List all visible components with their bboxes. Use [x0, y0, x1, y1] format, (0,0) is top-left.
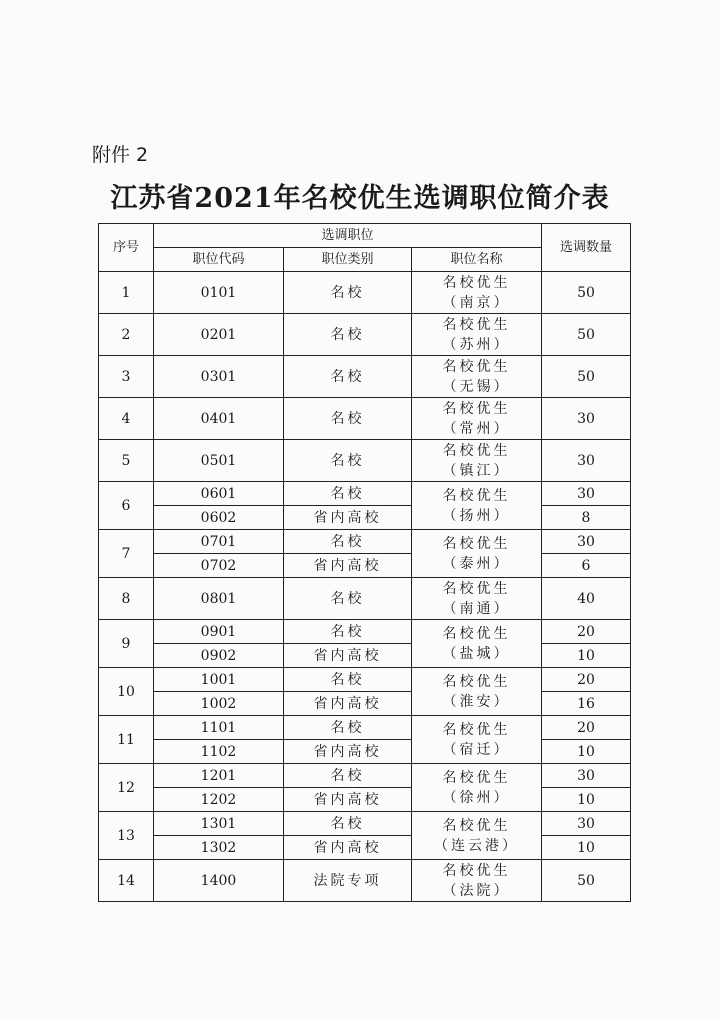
name-line-1: 名校优生	[442, 862, 511, 879]
name-line-2: （泰州）	[442, 555, 511, 572]
table-row	[99, 740, 631, 764]
name-cell	[412, 578, 542, 620]
code-cell: 1202	[154, 788, 284, 812]
table-row	[99, 860, 631, 902]
table-row	[99, 482, 631, 506]
code-cell: 0702	[154, 554, 284, 578]
category-cell: 法院专项	[284, 860, 412, 902]
quota-cell: 6	[542, 554, 631, 578]
name-line-2: （扬州）	[442, 507, 511, 524]
table-row	[99, 692, 631, 716]
code-cell: 1001	[154, 668, 284, 692]
header-quota: 选调数量	[542, 224, 631, 272]
category-cell: 名校	[284, 812, 412, 836]
table-row	[99, 578, 631, 620]
name-line-2: （法院）	[442, 882, 511, 899]
serial-cell: 10	[99, 668, 154, 716]
category-cell: 名校	[284, 668, 412, 692]
code-cell: 0602	[154, 506, 284, 530]
name-line-2: （宿迁）	[442, 741, 511, 758]
table-row	[99, 314, 631, 356]
table-row	[99, 836, 631, 860]
name-line-2: （无锡）	[442, 378, 511, 395]
serial-cell: 5	[99, 440, 154, 482]
category-cell: 名校	[284, 272, 412, 314]
name-line-1: 名校优生	[442, 625, 511, 642]
code-cell: 0801	[154, 578, 284, 620]
name-line-1: 名校优生	[442, 442, 511, 459]
category-cell: 省内高校	[284, 644, 412, 668]
name-cell	[412, 398, 542, 440]
category-cell: 省内高校	[284, 788, 412, 812]
serial-cell: 2	[99, 314, 154, 356]
table-row	[99, 812, 631, 836]
quota-cell: 30	[542, 530, 631, 554]
name-line-2: （淮安）	[442, 693, 511, 710]
name-line-2: （徐州）	[442, 789, 511, 806]
quota-cell: 50	[542, 272, 631, 314]
header-name: 职位名称	[412, 248, 542, 272]
header-row-1	[99, 224, 631, 248]
quota-cell: 50	[542, 314, 631, 356]
name-line-1: 名校优生	[442, 487, 511, 504]
header-serial: 序号	[99, 224, 154, 272]
category-cell: 省内高校	[284, 836, 412, 860]
name-line-1: 名校优生	[442, 316, 511, 333]
serial-cell: 6	[99, 482, 154, 530]
name-cell	[412, 530, 542, 578]
code-cell: 1302	[154, 836, 284, 860]
code-cell: 0601	[154, 482, 284, 506]
quota-cell: 30	[542, 812, 631, 836]
serial-cell: 1	[99, 272, 154, 314]
header-position-group: 选调职位	[154, 224, 542, 248]
serial-cell: 8	[99, 578, 154, 620]
code-cell: 0201	[154, 314, 284, 356]
code-cell: 0401	[154, 398, 284, 440]
name-line-1: 名校优生	[442, 400, 511, 417]
serial-cell: 14	[99, 860, 154, 902]
quota-cell: 30	[542, 482, 631, 506]
name-line-2: （连云港）	[434, 837, 519, 854]
serial-cell: 9	[99, 620, 154, 668]
name-line-1: 名校优生	[442, 358, 511, 375]
category-cell: 名校	[284, 578, 412, 620]
name-cell	[412, 482, 542, 530]
name-line-1: 名校优生	[442, 721, 511, 738]
category-cell: 省内高校	[284, 740, 412, 764]
code-cell: 1102	[154, 740, 284, 764]
table-body	[99, 224, 631, 902]
code-cell: 0501	[154, 440, 284, 482]
name-line-2: （常州）	[442, 420, 511, 437]
quota-cell: 8	[542, 506, 631, 530]
quota-cell: 20	[542, 668, 631, 692]
name-line-1: 名校优生	[442, 535, 511, 552]
table-row	[99, 620, 631, 644]
table-row	[99, 716, 631, 740]
code-cell: 0701	[154, 530, 284, 554]
name-cell	[412, 272, 542, 314]
category-cell: 省内高校	[284, 506, 412, 530]
code-cell: 0902	[154, 644, 284, 668]
name-cell	[412, 440, 542, 482]
serial-cell: 11	[99, 716, 154, 764]
header-code: 职位代码	[154, 248, 284, 272]
serial-cell: 12	[99, 764, 154, 812]
quota-cell: 50	[542, 860, 631, 902]
table-row	[99, 530, 631, 554]
category-cell: 省内高校	[284, 554, 412, 578]
quota-cell: 16	[542, 692, 631, 716]
positions-table	[98, 223, 631, 902]
name-line-2: （镇江）	[442, 462, 511, 479]
name-cell	[412, 620, 542, 668]
table-row	[99, 440, 631, 482]
code-cell: 0101	[154, 272, 284, 314]
name-cell	[412, 716, 542, 764]
header-category: 职位类别	[284, 248, 412, 272]
table-row	[99, 506, 631, 530]
code-cell: 1101	[154, 716, 284, 740]
category-cell: 名校	[284, 356, 412, 398]
table-row	[99, 356, 631, 398]
name-line-1: 名校优生	[442, 673, 511, 690]
quota-cell: 40	[542, 578, 631, 620]
name-cell	[412, 356, 542, 398]
serial-cell: 13	[99, 812, 154, 860]
name-line-2: （南京）	[442, 294, 511, 311]
quota-cell: 30	[542, 764, 631, 788]
table-row	[99, 764, 631, 788]
quota-cell: 10	[542, 836, 631, 860]
name-line-1: 名校优生	[442, 580, 511, 597]
code-cell: 1201	[154, 764, 284, 788]
serial-cell: 7	[99, 530, 154, 578]
category-cell: 省内高校	[284, 692, 412, 716]
code-cell: 0301	[154, 356, 284, 398]
quota-cell: 10	[542, 740, 631, 764]
serial-cell: 4	[99, 398, 154, 440]
name-line-1: 名校优生	[442, 274, 511, 291]
name-line-1: 名校优生	[442, 769, 511, 786]
code-cell: 1002	[154, 692, 284, 716]
name-cell	[412, 860, 542, 902]
name-cell	[412, 812, 542, 860]
quota-cell: 30	[542, 398, 631, 440]
code-cell: 1400	[154, 860, 284, 902]
name-line-2: （苏州）	[442, 336, 511, 353]
code-cell: 1301	[154, 812, 284, 836]
category-cell: 名校	[284, 398, 412, 440]
name-line-2: （南通）	[442, 600, 511, 617]
serial-cell: 3	[99, 356, 154, 398]
table-row	[99, 398, 631, 440]
code-cell: 0901	[154, 620, 284, 644]
category-cell: 名校	[284, 716, 412, 740]
table-row	[99, 788, 631, 812]
table-row	[99, 554, 631, 578]
category-cell: 名校	[284, 764, 412, 788]
category-cell: 名校	[284, 620, 412, 644]
quota-cell: 20	[542, 620, 631, 644]
name-line-2: （盐城）	[442, 645, 511, 662]
name-cell	[412, 314, 542, 356]
page-title: 江苏省2021年名校优生选调职位简介表	[110, 183, 610, 214]
name-cell	[412, 764, 542, 812]
table-row	[99, 668, 631, 692]
table-row	[99, 272, 631, 314]
quota-cell: 30	[542, 440, 631, 482]
quota-cell: 50	[542, 356, 631, 398]
category-cell: 名校	[284, 482, 412, 506]
name-line-1: 名校优生	[442, 817, 511, 834]
category-cell: 名校	[284, 440, 412, 482]
category-cell: 名校	[284, 530, 412, 554]
attachment-label: 附件 2	[92, 144, 149, 166]
category-cell: 名校	[284, 314, 412, 356]
table-row	[99, 644, 631, 668]
quota-cell: 20	[542, 716, 631, 740]
quota-cell: 10	[542, 644, 631, 668]
name-cell	[412, 668, 542, 716]
quota-cell: 10	[542, 788, 631, 812]
